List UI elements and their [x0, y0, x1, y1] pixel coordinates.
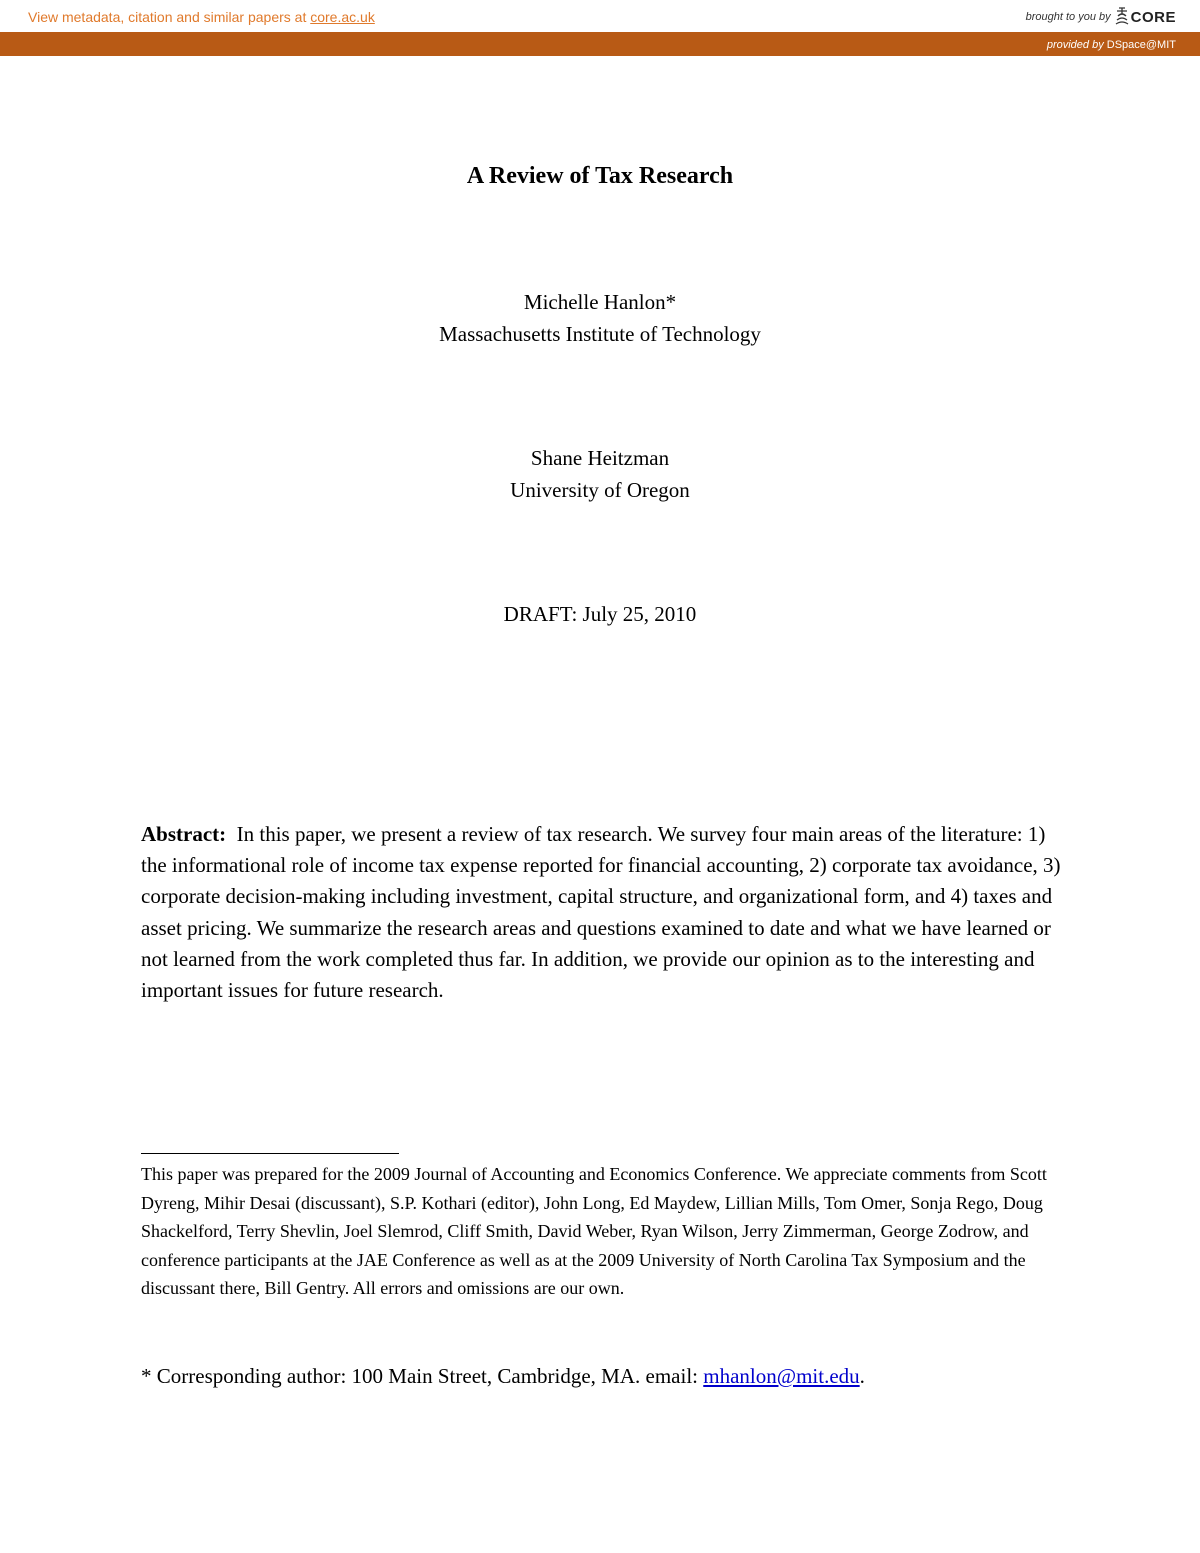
corresponding-text: * Corresponding author: 100 Main Street, Cambridge, MA. email: — [141, 1364, 704, 1388]
abstract-text: In this paper, we present a review of tax research. We survey four main areas of the literature: 1) the informational role of income tax expense reported for financial accounting, 2) corporate tax avoidance, 3) corporate decision-making including investment, capital structure, and organizational form, and 4) taxes and asset pricing. We summarize the research areas and questions examined to date and what we have learned or not learned from the work completed thus far. In addition, we provide our opinion as to the interesting and important issues for future research. — [141, 822, 1061, 1003]
core-provider-bar — [0, 32, 1200, 56]
acknowledgement-footnote: This paper was prepared for the 2009 Journal of Accounting and Economics Conference. We appreciate comments from Scott Dyreng, Mihir Desai (discussant), S.P. Kothari (editor), John Long, Ed Maydew, Lillian Mills, Tom Omer, Sonja Rego, Doug Shackelford, Terry Shevlin, Joel Slemrod, Cliff Smith, David Weber, Ryan Wilson, Jerry Zimmerman, George Zodrow, and conference participants at the JAE Conference as well as at the 2009 University of North Carolina Tax Symposium and the discussant there, Bill Gentry. All errors and omissions are our own. — [141, 1164, 1047, 1299]
core-logo-icon — [1115, 6, 1129, 28]
core-metadata-line — [28, 9, 375, 25]
abstract-label: Abstract: — [141, 822, 227, 846]
author1-name: Michelle Hanlon* — [523, 290, 677, 314]
provided-by-line[interactable] — [1047, 39, 1176, 51]
author-email-link[interactable]: mhanlon@mit.edu — [703, 1364, 860, 1388]
draft-date: DRAFT: July 25, 2010 — [503, 602, 697, 626]
author2-name: Shane Heitzman — [530, 446, 670, 470]
core-metadata-prefix: View metadata, citation and similar papers at — [28, 9, 311, 25]
brought-to-you-by: brought to you by — [1025, 11, 1111, 23]
author2-affiliation: University of Oregon — [510, 478, 690, 502]
abstract — [141, 819, 1061, 1006]
core-ac-uk-link[interactable]: core.ac.uk — [310, 9, 375, 25]
core-brand[interactable] — [1026, 6, 1176, 28]
core-logo-text: CORE — [1130, 8, 1176, 26]
footnote-divider — [141, 1153, 399, 1154]
provided-by-label: provided by — [1046, 39, 1104, 51]
corresponding-author — [141, 1364, 1061, 1389]
core-banner — [0, 0, 1200, 32]
paper-title: A Review of Tax Research — [466, 163, 734, 189]
provided-by-source: DSpace@MIT — [1103, 39, 1176, 51]
author1-affiliation: Massachusetts Institute of Technology — [439, 322, 761, 346]
corresponding-suffix: . — [859, 1364, 865, 1388]
